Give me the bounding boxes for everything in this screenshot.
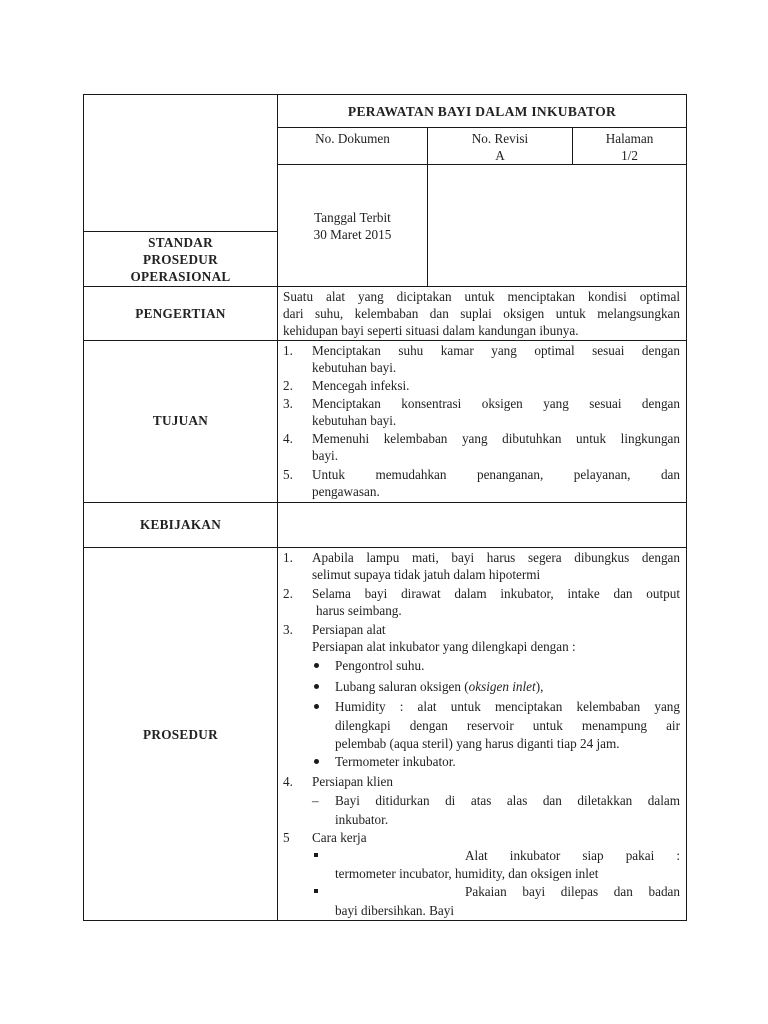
list-number: 4. xyxy=(283,431,293,446)
list-item-continued: kebutuhan bayi. xyxy=(312,360,397,375)
list-number: 5 xyxy=(283,830,290,845)
table-divider xyxy=(83,340,687,341)
list-number: 1. xyxy=(283,550,293,565)
list-number: 2. xyxy=(283,586,293,601)
table-divider xyxy=(83,547,687,548)
bullet-item: Pengontrol suhu. xyxy=(335,658,425,673)
list-item: Untuk memudahkan penanganan, pelayanan, dan xyxy=(312,467,680,482)
bullet-icon xyxy=(314,704,319,709)
bullet-text: Lubang saluran oksigen ( xyxy=(335,679,469,694)
list-item: Mencegah infeksi. xyxy=(312,378,410,393)
square-bullet-item: Pakaian bayi dilepas dan badan xyxy=(465,884,680,899)
square-bullet-item-continued: termometer incubator, humidity, dan oksigen inlet xyxy=(335,866,599,881)
list-item: Selama bayi dirawat dalam inkubator, intake dan output xyxy=(312,586,680,601)
document-number-label: No. Dokumen xyxy=(315,131,390,146)
list-item-continued: selimut supaya tidak jatuh dalam hipotermi xyxy=(312,567,541,582)
section-label-kebijakan: KEBIJAKAN xyxy=(139,517,222,532)
table-divider xyxy=(83,286,687,287)
pengertian-text-line: dari suhu, kelembaban dan suplai oksigen untuk melangsungkan xyxy=(283,306,680,321)
section-label-pengertian: PENGERTIAN xyxy=(135,306,226,321)
dash-item-continued: inkubator. xyxy=(335,812,389,827)
list-item: Menciptakan suhu kamar yang optimal sesuai dengan xyxy=(312,343,680,358)
list-number: 2. xyxy=(283,378,293,393)
list-number: 1. xyxy=(283,343,293,358)
issue-date-value: 30 Maret 2015 xyxy=(313,227,392,242)
list-item-continued: pengawasan. xyxy=(312,484,380,499)
dash-icon: – xyxy=(312,793,319,808)
table-divider xyxy=(83,231,277,232)
bullet-item-continued: pelembab (aqua steril) yang harus diganti tiap 24 jam. xyxy=(335,736,620,751)
pengertian-text-line: Suatu alat yang diciptakan untuk menciptakan kondisi optimal xyxy=(283,289,680,304)
list-item-continued: bayi. xyxy=(312,448,339,463)
table-border-right xyxy=(686,94,687,921)
dash-item: Bayi ditidurkan di atas alas dan diletakkan dalam xyxy=(335,793,680,808)
bullet-icon xyxy=(314,759,319,764)
issue-date-label: Tanggal Terbit xyxy=(314,210,391,225)
bullet-item xyxy=(335,678,543,695)
table-divider xyxy=(83,502,687,503)
bullet-icon xyxy=(314,684,319,689)
bullet-item: Humidity : alat untuk menciptakan kelembaban yang xyxy=(335,699,680,714)
page-value: 1/2 xyxy=(621,148,638,163)
step-title: Cara kerja xyxy=(312,830,367,845)
step-title: Persiapan klien xyxy=(312,774,393,789)
square-bullet-item: Alat inkubator siap pakai : xyxy=(465,848,680,863)
list-number: 5. xyxy=(283,467,293,482)
list-item: Menciptakan konsentrasi oksigen yang sesuai dengan xyxy=(312,396,680,411)
revision-value: A xyxy=(495,148,505,163)
bullet-item-continued: dilengkapi dengan reservoir untuk menampung air xyxy=(335,718,680,733)
list-item-continued: harus seimbang. xyxy=(316,603,402,618)
bullet-icon xyxy=(314,663,319,668)
document-title: PERAWATAN BAYI DALAM INKUBATOR xyxy=(347,104,617,119)
bullet-text: ), xyxy=(535,679,544,694)
step-intro: Persiapan alat inkubator yang dilengkapi dengan : xyxy=(312,639,576,654)
list-number: 3. xyxy=(283,622,293,637)
square-bullet-item-continued: bayi dibersihkan. Bayi xyxy=(335,903,455,918)
section-label-tujuan: TUJUAN xyxy=(152,413,209,428)
list-item-continued: kebutuhan bayi. xyxy=(312,413,397,428)
list-item: Memenuhi kelembaban yang dibutuhkan untuk lingkungan xyxy=(312,431,680,446)
step-title: Persiapan alat xyxy=(312,622,386,637)
list-number: 4. xyxy=(283,774,293,789)
table-divider xyxy=(277,164,687,165)
sop-title-line2: PROSEDUR xyxy=(143,252,218,267)
square-bullet-icon xyxy=(314,889,318,893)
table-border-left xyxy=(83,94,84,921)
list-number: 3. xyxy=(283,396,293,411)
list-item: Apabila lampu mati, bayi harus segera dibungkus dengan xyxy=(312,550,680,565)
table-border-top xyxy=(83,94,687,95)
sop-title-line1: STANDAR xyxy=(148,235,213,250)
pengertian-text-line: kehidupan bayi seperti situasi dalam kandungan ibunya. xyxy=(283,323,579,338)
revision-label: No. Revisi xyxy=(471,131,529,146)
page-label: Halaman xyxy=(605,131,654,146)
bullet-text-italic: oksigen inlet xyxy=(468,679,536,694)
bullet-item: Termometer inkubator. xyxy=(335,754,456,769)
table-divider xyxy=(277,127,687,128)
sop-title-line3: OPERASIONAL xyxy=(130,269,231,284)
square-bullet-icon xyxy=(314,853,318,857)
table-border-bottom xyxy=(83,920,687,921)
section-label-prosedur: PROSEDUR xyxy=(143,727,218,742)
